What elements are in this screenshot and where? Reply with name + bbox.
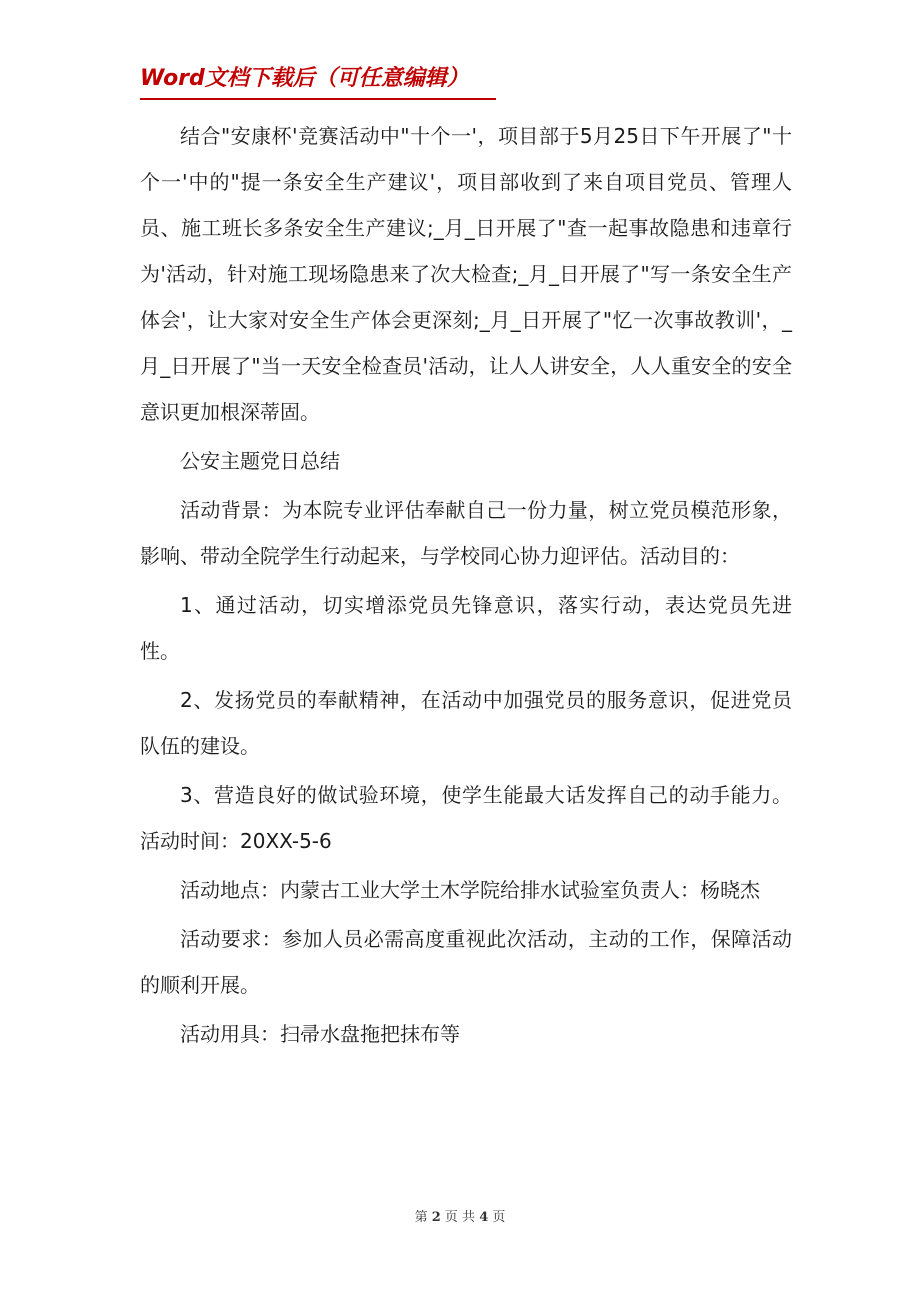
section-heading: 公安主题党日总结 <box>180 449 340 473</box>
paragraph: 结合"安康杯'竞赛活动中"十个一'，项目部于5月25日下午开展了"十个一'中的"提一条安全生产建议'，项目部收到了来自项目党员、管理人员、施工班长多条安全生产建议;_月_日开展了"查一起事故隐患和违章行为'活动，针对施工现场隐患来了次大检查;_月_日开展了"写一条安全生产体会'，让大家对安全生产体会更深刻;_月_日开展了"忆一次事故教训'，_月_日开展了"当一天安全检查员'活动，让人人讲安全，人人重安全的安全意识更加根深蒂固。 <box>140 124 792 424</box>
footer-suffix: 页 <box>492 1210 506 1225</box>
paragraph: 1、通过活动，切实增添党员先锋意识，落实行动，表达党员先进性。 <box>140 593 792 663</box>
footer-current-page: 2 <box>431 1210 441 1225</box>
paragraph: 活动背景：为本院专业评估奉献自己一份力量，树立党员模范形象，影响、带动全院学生行动起来，与学校同心协力迎评估。活动目的： <box>140 498 792 568</box>
paragraph: 活动要求：参加人员必需高度重视此次活动，主动的工作，保障活动的顺利开展。 <box>140 927 792 997</box>
paragraph: 3、营造良好的做试验环境，使学生能最大话发挥自己的动手能力。活动时间：20XX-5-6 <box>140 783 792 853</box>
footer-total-pages: 4 <box>479 1210 489 1225</box>
document-body <box>140 113 792 1057</box>
footer-prefix: 第 <box>414 1210 428 1225</box>
paragraph: 活动地点：内蒙古工业大学土木学院给排水试验室负责人：杨晓杰 <box>180 878 760 902</box>
page-footer <box>0 1206 920 1225</box>
paragraph: 活动用具：扫帚水盘拖把抹布等 <box>180 1022 460 1046</box>
page-header <box>140 64 496 100</box>
footer-middle: 页 共 <box>444 1210 476 1225</box>
paragraph: 2、发扬党员的奉献精神，在活动中加强党员的服务意识，促进党员队伍的建设。 <box>140 688 792 758</box>
header-title: Word文档下载后（可任意编辑） <box>140 66 469 91</box>
